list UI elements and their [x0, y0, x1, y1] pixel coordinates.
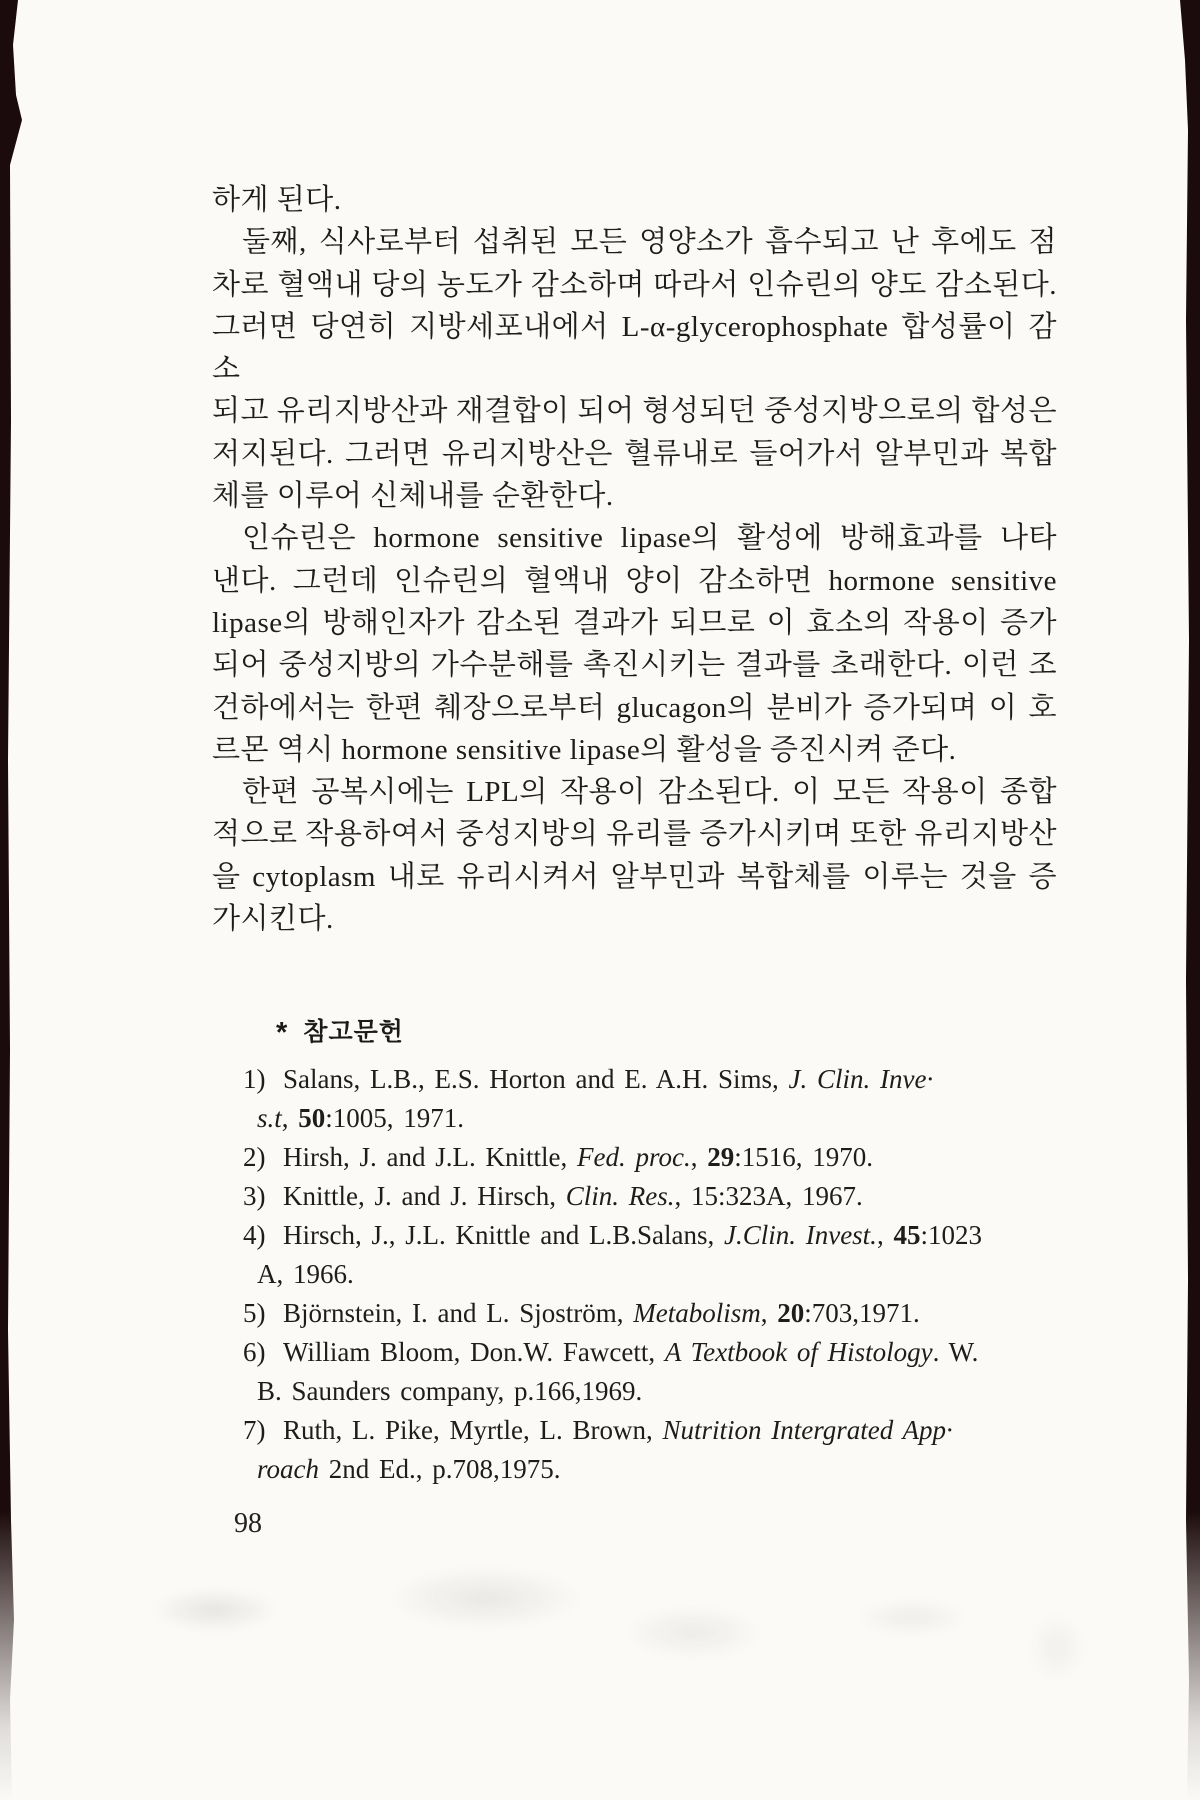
reference-text-segment: Björnstein, I. and L. Sjoström, [283, 1298, 634, 1328]
reference-text-segment: Fed. proc. [576, 1142, 691, 1172]
text-line: 하게 된다. [212, 184, 342, 216]
reference-text-segment: Nutrition Intergrated App· [662, 1415, 953, 1445]
text-line: 한편 공복시에는 LPL의 작용이 감소된다. 이 모든 작용이 종합 [242, 776, 1057, 809]
page-number: 98 [234, 1508, 262, 1539]
reference-text-segment: Clin. Res. [565, 1181, 675, 1211]
reference-text-segment: Hirsh, J. and J.L. Knittle, [283, 1142, 577, 1172]
text-line: 되어 중성지방의 가수분해를 촉진시키는 결과를 초래한다. 이런 조 [212, 649, 1057, 682]
text-line: 둘째, 식사로부터 섭취된 모든 영양소가 흡수되고 난 후에도 점 [242, 226, 1057, 259]
reference-text-segment: William Bloom, Don.W. Fawcett, [283, 1337, 665, 1367]
reference-text-segment: A Textbook of Histology [664, 1337, 933, 1367]
text-line: 저지된다. 그러면 유리지방산은 혈류내로 들어가서 알부민과 복합 [212, 437, 1057, 470]
reference-number: 4) [243, 1220, 266, 1250]
reference-text-segment: , [760, 1298, 778, 1328]
text-line: 건하에서는 한편 췌장으로부터 glucagon의 분비가 증가되며 이 호 [212, 691, 1057, 724]
reference-text-segment: , [876, 1220, 894, 1250]
body-paragraphs [212, 179, 1057, 940]
reference-line [243, 1411, 1033, 1450]
text-line: 차로 혈액내 당의 농도가 감소하며 따라서 인슈린의 양도 감소된다. [212, 268, 1057, 301]
reference-line-continuation [243, 1099, 1033, 1138]
reference-text-segment: 50 [298, 1103, 326, 1133]
reference-number: 7) [243, 1415, 266, 1445]
text-line: 그러면 당연히 지방세포내에서 L-α-glycerophosphate 합성률이 감소 [212, 310, 1057, 386]
reference-number: 3) [243, 1181, 266, 1211]
text-line: 낸다. 그런데 인슈린의 혈액내 양이 감소하면 hormone sensitive [212, 564, 1057, 597]
reference-text-segment: 45 [893, 1220, 921, 1250]
reference-text-segment: Salans, L.B., E.S. Horton and E. A.H. Sims, [283, 1064, 789, 1094]
reference-text-segment: 20 [777, 1298, 805, 1328]
references-list [243, 1060, 1033, 1489]
text-line: 을 cytoplasm 내로 유리시켜서 알부민과 복합체를 이루는 것을 증 [212, 860, 1057, 893]
reference-line-continuation [243, 1450, 1033, 1489]
reference-line [243, 1333, 1033, 1372]
reference-text-segment: :703,1971. [804, 1298, 920, 1328]
text-line: 체를 이루어 신체내를 순환한다. [212, 480, 614, 513]
reference-text-segment: :1516, 1970. [734, 1142, 873, 1172]
reference-text-segment: Knittle, J. and J. Hirsch, [283, 1181, 566, 1211]
text-line: 르몬 역시 hormone sensitive lipase의 활성을 증진시켜 준다. [212, 733, 957, 766]
references-heading [276, 1012, 404, 1048]
reference-line [243, 1060, 1033, 1099]
text-line: 적으로 작용하여서 중성지방의 유리를 증가시키며 또한 유리지방산 [212, 818, 1057, 851]
reference-text-segment: J. Clin. Inve· [788, 1064, 934, 1094]
reference-text-segment: , [281, 1103, 299, 1133]
reference-text-segment: Hirsch, J., J.L. Knittle and L.B.Salans, [283, 1220, 724, 1250]
reference-line [243, 1294, 1033, 1333]
reference-text-segment: s.t [257, 1103, 282, 1133]
text-line: 되고 유리지방산과 재결합이 되어 형성되던 중성지방으로의 합성은 [212, 395, 1057, 428]
scan-edge-left [0, 0, 24, 1800]
reference-line [243, 1177, 1033, 1216]
asterisk-marker: * [276, 1017, 289, 1049]
reference-text-segment: :1023 [920, 1220, 982, 1250]
reference-text-segment: J.Clin. Invest. [723, 1220, 877, 1250]
reference-number: 6) [243, 1337, 266, 1367]
reference-text-segment: :1005, 1971. [325, 1103, 465, 1133]
reference-line [243, 1138, 1033, 1177]
reference-number: 1) [243, 1064, 266, 1094]
reference-text-segment: . W. [932, 1337, 979, 1367]
scan-noise [90, 1565, 1130, 1715]
reference-text-segment: B. Saunders company, p.166,1969. [257, 1376, 643, 1406]
reference-text-segment: Metabolism [633, 1298, 761, 1328]
reference-line [243, 1216, 1033, 1255]
reference-text-segment: roach [257, 1454, 319, 1484]
reference-line-continuation [243, 1372, 1033, 1411]
text-line: 가시킨다. [212, 903, 334, 936]
reference-text-segment: , 15:323A, 1967. [674, 1181, 863, 1211]
reference-text-segment: A, 1966. [257, 1259, 354, 1289]
scan-edge-right [1176, 0, 1200, 1800]
reference-text-segment: 2nd Ed., p.708,1975. [319, 1454, 561, 1484]
reference-number: 2) [243, 1142, 266, 1172]
reference-text-segment: Ruth, L. Pike, Myrtle, L. Brown, [283, 1415, 663, 1445]
text-line: 인슈린은 hormone sensitive lipase의 활성에 방해효과를 나타 [242, 522, 1057, 555]
reference-text-segment: , [690, 1142, 708, 1172]
text-line: lipase의 방해인자가 감소된 결과가 되므로 이 효소의 작용이 증가 [212, 606, 1057, 639]
references-heading-label: 참고문헌 [303, 1018, 404, 1046]
reference-number: 5) [243, 1298, 266, 1328]
reference-line-continuation [243, 1255, 1033, 1294]
reference-text-segment: 29 [707, 1142, 735, 1172]
